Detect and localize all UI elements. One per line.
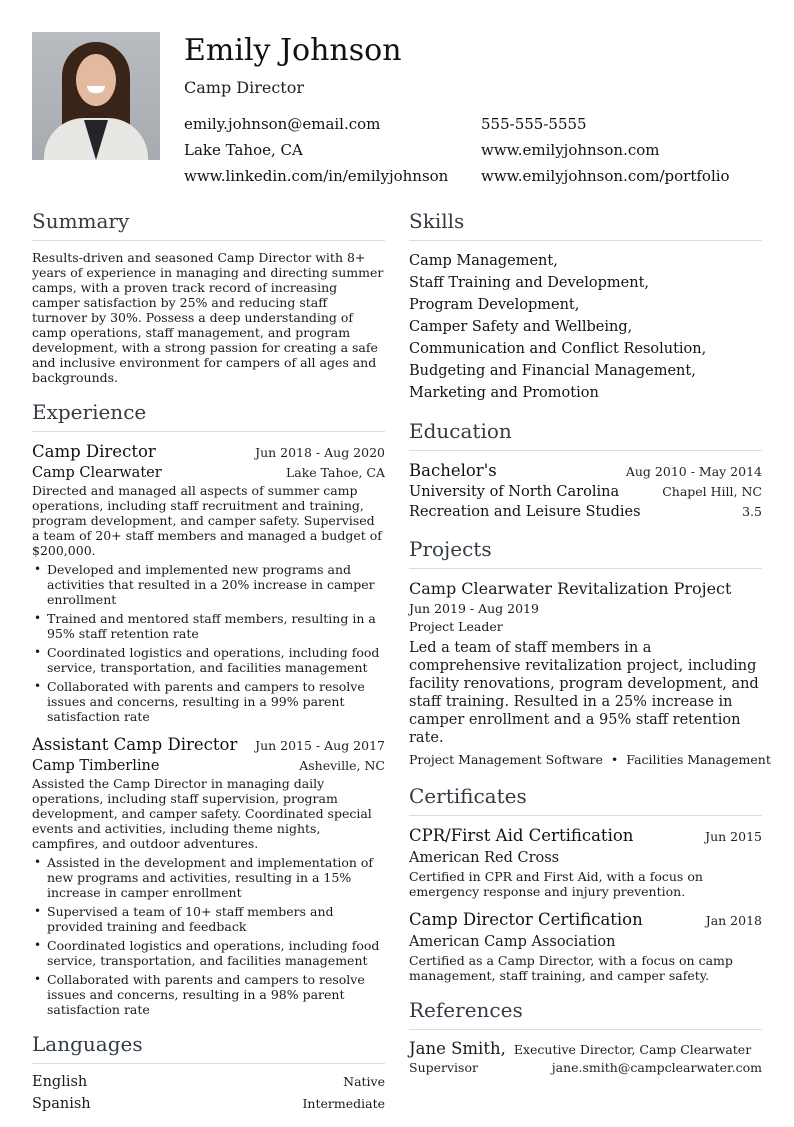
bullet-item: • Collaborated with parents and campers to resolve issues and concerns, resulting in a 98% parent satisfaction rate: [32, 972, 385, 1017]
section-title: Certificates: [409, 783, 762, 816]
contact-website: www.emilyjohnson.com: [481, 141, 660, 159]
skill-item: Marketing and Promotion: [409, 385, 599, 401]
certificate-entry: [409, 909, 762, 983]
certificate-issuer: American Red Cross: [409, 850, 560, 866]
left-column: [32, 208, 385, 1127]
skill-item: Program Development,: [409, 297, 580, 313]
job-role: Assistant Camp Director: [32, 735, 238, 754]
job-description: Assisted the Camp Director in managing daily operations, including staff supervision, program development, and camper safety. Coordinated special events and activities, including theme nights, campfires, and outdoor adventures.: [32, 776, 372, 851]
education-gpa: 3.5: [742, 504, 762, 519]
skills-section: [409, 208, 762, 404]
project-name: Camp Clearwater Revitalization Project: [409, 579, 732, 598]
education-section: [409, 418, 762, 522]
certificate-description: Certified in CPR and First Aid, with a focus on emergency response and injury prevention.: [409, 869, 703, 899]
reference-email: jane.smith@campclearwater.com: [551, 1060, 762, 1075]
language-row: [32, 1095, 385, 1113]
certificate-entry: [409, 825, 762, 899]
reference-heading: [409, 1039, 762, 1058]
experience-entry: [32, 734, 385, 1017]
reference-position: Executive Director, Camp Clearwater: [513, 1042, 752, 1057]
keyword-separator: •: [610, 752, 619, 767]
job-location: Asheville, NC: [299, 758, 385, 773]
job-org: Camp Timberline: [32, 758, 160, 774]
references-section: [409, 997, 762, 1075]
certificate-name: Camp Director Certification: [409, 910, 643, 929]
contact-email: emily.johnson@email.com: [184, 115, 381, 133]
summary-section: [32, 208, 385, 385]
certificate-issuer: American Camp Association: [409, 934, 616, 950]
project-keyword: Project Management Software: [409, 752, 603, 767]
section-title: Education: [409, 418, 762, 451]
certificates-section: [409, 783, 762, 983]
certificate-date: Jan 2018: [705, 913, 762, 928]
job-role: Camp Director: [32, 442, 156, 461]
language-level: Native: [343, 1074, 385, 1089]
bullet-item: • Coordinated logistics and operations, including food service, transportation, and facilities management: [32, 645, 385, 675]
language-name: Spanish: [32, 1096, 91, 1112]
skill-item: Staff Training and Development,: [409, 275, 650, 291]
bullet-item: • Developed and implemented new programs and activities that resulted in a 20% increase in camper enrollment: [32, 562, 385, 607]
certificate-name: CPR/First Aid Certification: [409, 826, 634, 845]
section-title: Skills: [409, 208, 762, 241]
experience-entry: [32, 441, 385, 724]
projects-section: [409, 536, 771, 769]
section-title: Projects: [409, 536, 762, 569]
contact-phone: 555-555-5555: [481, 115, 587, 133]
profile-photo: [32, 32, 160, 160]
education-location: Chapel Hill, NC: [662, 484, 762, 499]
project-keywords: [409, 751, 771, 769]
candidate-name: Emily Johnson: [184, 33, 402, 68]
resume-header: [32, 32, 762, 192]
project-dates: Jun 2019 - Aug 2019: [409, 601, 539, 616]
skill-item: Camp Management,: [409, 253, 558, 269]
languages-section: [32, 1031, 385, 1113]
job-org: Camp Clearwater: [32, 465, 162, 481]
skill-item: Camper Safety and Wellbeing,: [409, 319, 633, 335]
job-dates: Jun 2018 - Aug 2020: [255, 445, 385, 460]
section-title: Summary: [32, 208, 385, 241]
contact-portfolio: www.emilyjohnson.com/portfolio: [481, 167, 730, 185]
job-description: Directed and managed all aspects of summer camp operations, including staff recruitment and training, program development, and camper safety. Supervised a team of 20+ staff members and managed a budget of $200,000.: [32, 483, 382, 558]
language-row: [32, 1073, 385, 1091]
section-title: Languages: [32, 1031, 385, 1064]
education-degree: Bachelor's: [409, 461, 497, 480]
bullet-item: • Assisted in the development and implementation of new programs and activities, resulting in a 15% increase in camper enrollment: [32, 855, 385, 900]
section-title: Experience: [32, 399, 385, 432]
project-keyword: Facilities Management: [626, 752, 771, 767]
project-description: Led a team of staff members in a comprehensive revitalization project, including facility renovations, program development, and staff training. Resulted in a 25% increase in camper enrollment and a 95% staff retention rate.: [409, 640, 759, 746]
skill-item: Budgeting and Financial Management,: [409, 363, 696, 379]
bullet-item: • Supervised a team of 10+ staff members and provided training and feedback: [32, 904, 385, 934]
job-dates: Jun 2015 - Aug 2017: [255, 738, 385, 753]
skill-item: Communication and Conflict Resolution,: [409, 341, 707, 357]
job-bullets: [32, 562, 385, 724]
bullet-item: • Trained and mentored staff members, resulting in a 95% staff retention rate: [32, 611, 385, 641]
candidate-title: Camp Director: [184, 78, 305, 97]
right-column: [409, 208, 771, 1089]
job-bullets: [32, 855, 385, 1017]
certificate-date: Jun 2015: [705, 829, 762, 844]
language-level: Intermediate: [302, 1096, 385, 1111]
certificate-description: Certified as a Camp Director, with a focus on camp management, staff training, and camper safety.: [409, 953, 733, 983]
reference-relation: Supervisor: [409, 1060, 478, 1075]
bullet-item: • Coordinated logistics and operations, including food service, transportation, and facilities management: [32, 938, 385, 968]
job-location: Lake Tahoe, CA: [285, 465, 385, 480]
education-field: Recreation and Leisure Studies: [409, 504, 641, 520]
section-title: References: [409, 997, 762, 1030]
contact-linkedin: www.linkedin.com/in/emilyjohnson: [184, 167, 449, 185]
education-school: University of North Carolina: [409, 484, 620, 500]
contact-location: Lake Tahoe, CA: [184, 141, 303, 159]
summary-text: Results-driven and seasoned Camp Director with 8+ years of experience in managing and directing summer camps, with a proven track record of increasing camper satisfaction by 25% and reducing staff turnover by 30%. Possess a deep understanding of camp operations, staff management, and program development, with a strong passion for creating a safe and inclusive environment for campers of all ages and backgrounds.: [32, 250, 384, 385]
reference-name: Jane Smith,: [409, 1039, 506, 1058]
experience-section: [32, 399, 385, 1017]
project-role: Project Leader: [409, 619, 503, 634]
language-name: English: [32, 1074, 88, 1090]
bullet-item: • Collaborated with parents and campers to resolve issues and concerns, resulting in a 99% parent satisfaction rate: [32, 679, 385, 724]
education-dates: Aug 2010 - May 2014: [625, 464, 762, 479]
